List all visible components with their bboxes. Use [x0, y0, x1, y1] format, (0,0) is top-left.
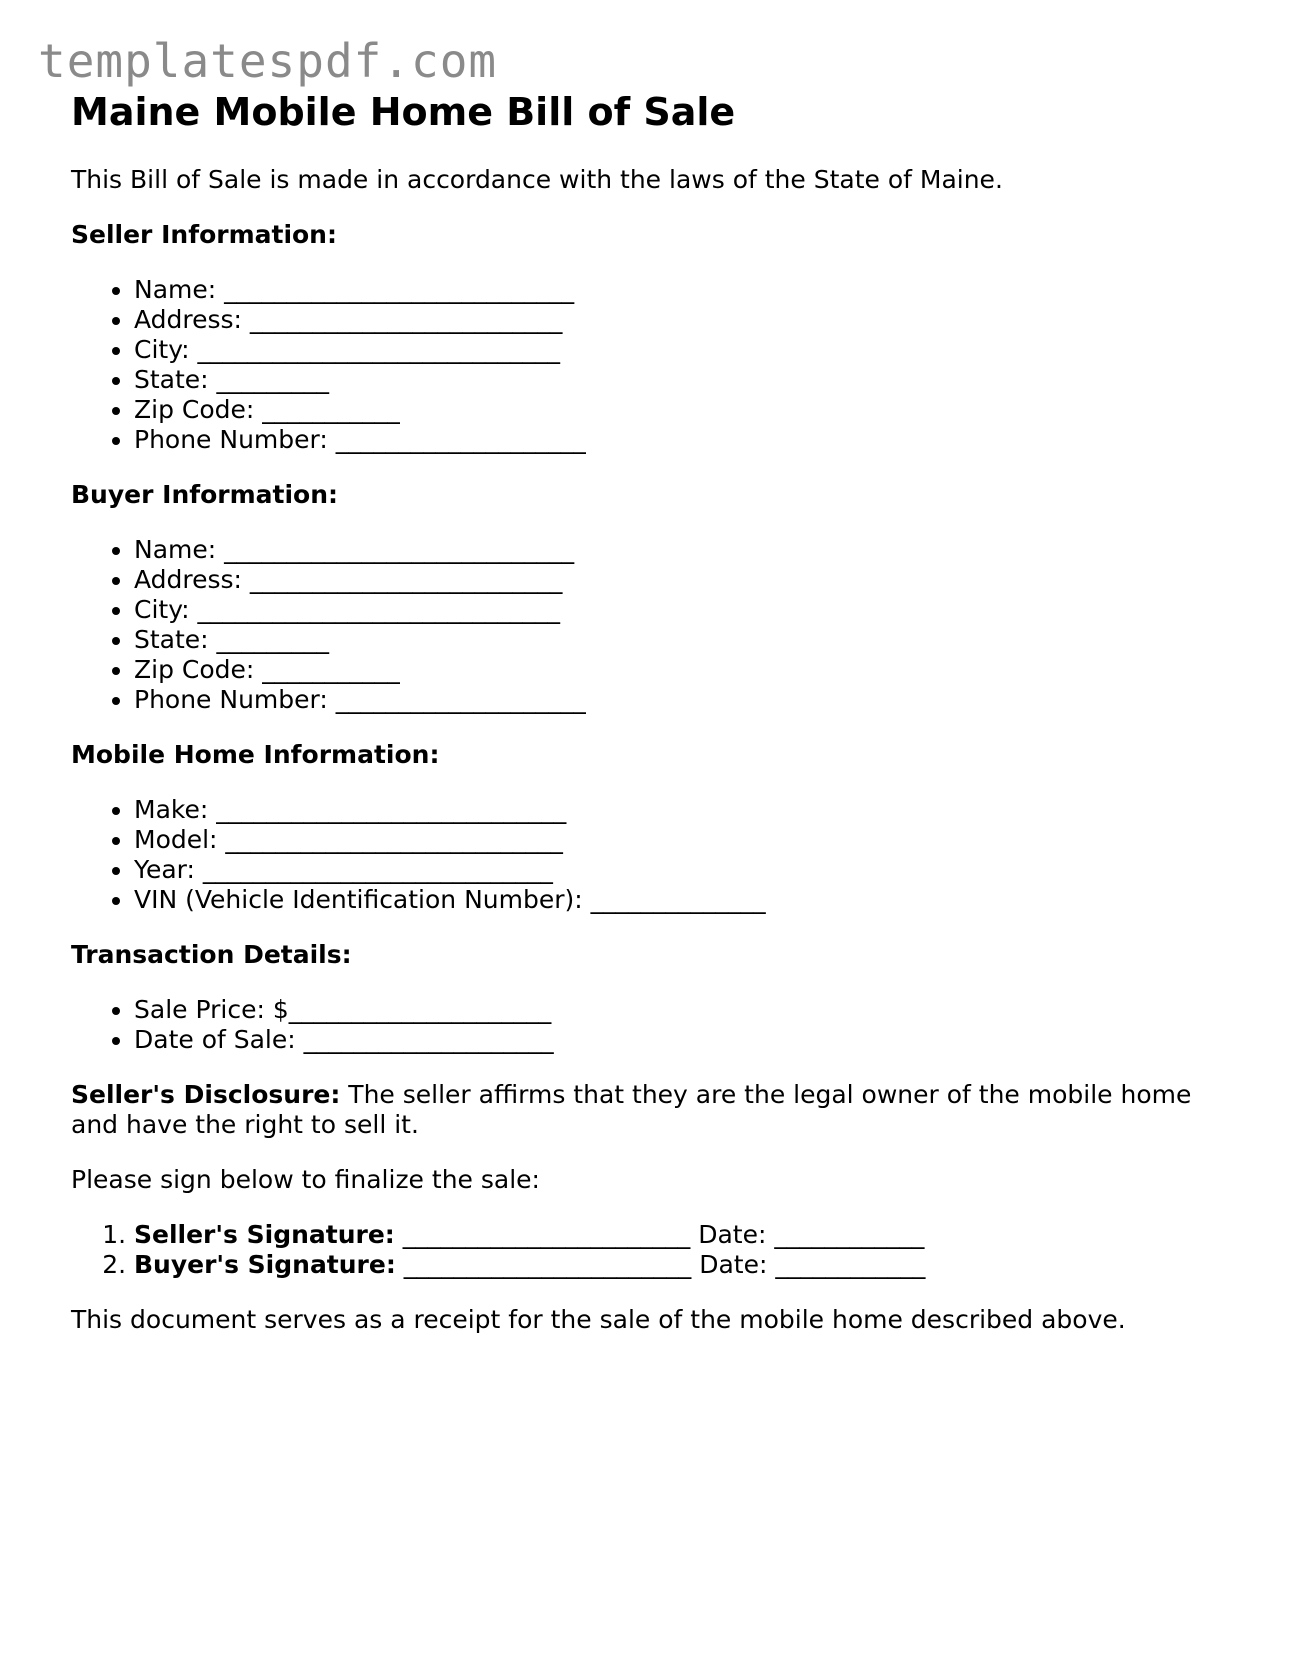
buyer-phone-field[interactable]: • Phone Number: ____________________	[134, 685, 1221, 715]
date-of-sale-field[interactable]: • Date of Sale: ____________________	[134, 1025, 1221, 1055]
seller-state-field[interactable]: • State: _________	[134, 365, 1221, 395]
buyer-name-field[interactable]: • Name: ____________________________	[134, 535, 1221, 565]
signature-list	[71, 1220, 1221, 1280]
seller-signature-field[interactable]	[134, 1220, 1221, 1250]
vin-field[interactable]: • VIN (Vehicle Identification Number): ______________	[134, 885, 1221, 915]
seller-address-field[interactable]: • Address: _________________________	[134, 305, 1221, 335]
buyer-address-field[interactable]: • Address: _________________________	[134, 565, 1221, 595]
buyer-state-field[interactable]: • State: _________	[134, 625, 1221, 655]
seller-city-field[interactable]: • City: _____________________________	[134, 335, 1221, 365]
buyer-signature-label: Buyer's Signature:	[134, 1250, 396, 1279]
disclosure-label: Seller's Disclosure:	[71, 1080, 341, 1109]
document-page	[71, 88, 1221, 1335]
disclosure-text: The seller affirms that they are the legal owner of the mobile home and have the right to sell it.	[71, 1080, 1192, 1139]
seller-disclosure	[71, 1080, 1221, 1140]
seller-zip-field[interactable]: • Zip Code: ___________	[134, 395, 1221, 425]
seller-heading: Seller Information:	[71, 220, 337, 249]
make-field[interactable]: • Make: ____________________________	[134, 795, 1221, 825]
year-field[interactable]: • Year: ____________________________	[134, 855, 1221, 885]
closing-text: This document serves as a receipt for the sale of the mobile home described above.	[71, 1305, 1126, 1334]
sale-price-field[interactable]: • Sale Price: $_____________________	[134, 995, 1221, 1025]
transaction-heading: Transaction Details:	[71, 940, 352, 969]
seller-name-field[interactable]: • Name: ____________________________	[134, 275, 1221, 305]
model-field[interactable]: • Model: ___________________________	[134, 825, 1221, 855]
mobile-home-heading: Mobile Home Information:	[71, 740, 440, 769]
watermark: templatespdf.com	[38, 34, 498, 88]
seller-fields	[71, 275, 1221, 455]
buyer-signature-field[interactable]	[134, 1250, 1221, 1280]
buyer-zip-field[interactable]: • Zip Code: ___________	[134, 655, 1221, 685]
seller-phone-field[interactable]: • Phone Number: ____________________	[134, 425, 1221, 455]
buyer-heading: Buyer Information:	[71, 480, 339, 509]
mobile-home-fields	[71, 795, 1221, 915]
buyer-city-field[interactable]: • City: _____________________________	[134, 595, 1221, 625]
seller-signature-label: Seller's Signature:	[134, 1220, 395, 1249]
sign-prompt: Please sign below to finalize the sale:	[71, 1165, 540, 1194]
buyer-signature-line[interactable]: _______________________ Date: ____________	[395, 1250, 926, 1279]
intro-text: This Bill of Sale is made in accordance with the laws of the State of Maine.	[71, 165, 1003, 194]
page-title: Maine Mobile Home Bill of Sale	[71, 90, 736, 134]
seller-signature-line[interactable]: _______________________ Date: ____________	[394, 1220, 925, 1249]
buyer-fields	[71, 535, 1221, 715]
transaction-fields	[71, 995, 1221, 1055]
